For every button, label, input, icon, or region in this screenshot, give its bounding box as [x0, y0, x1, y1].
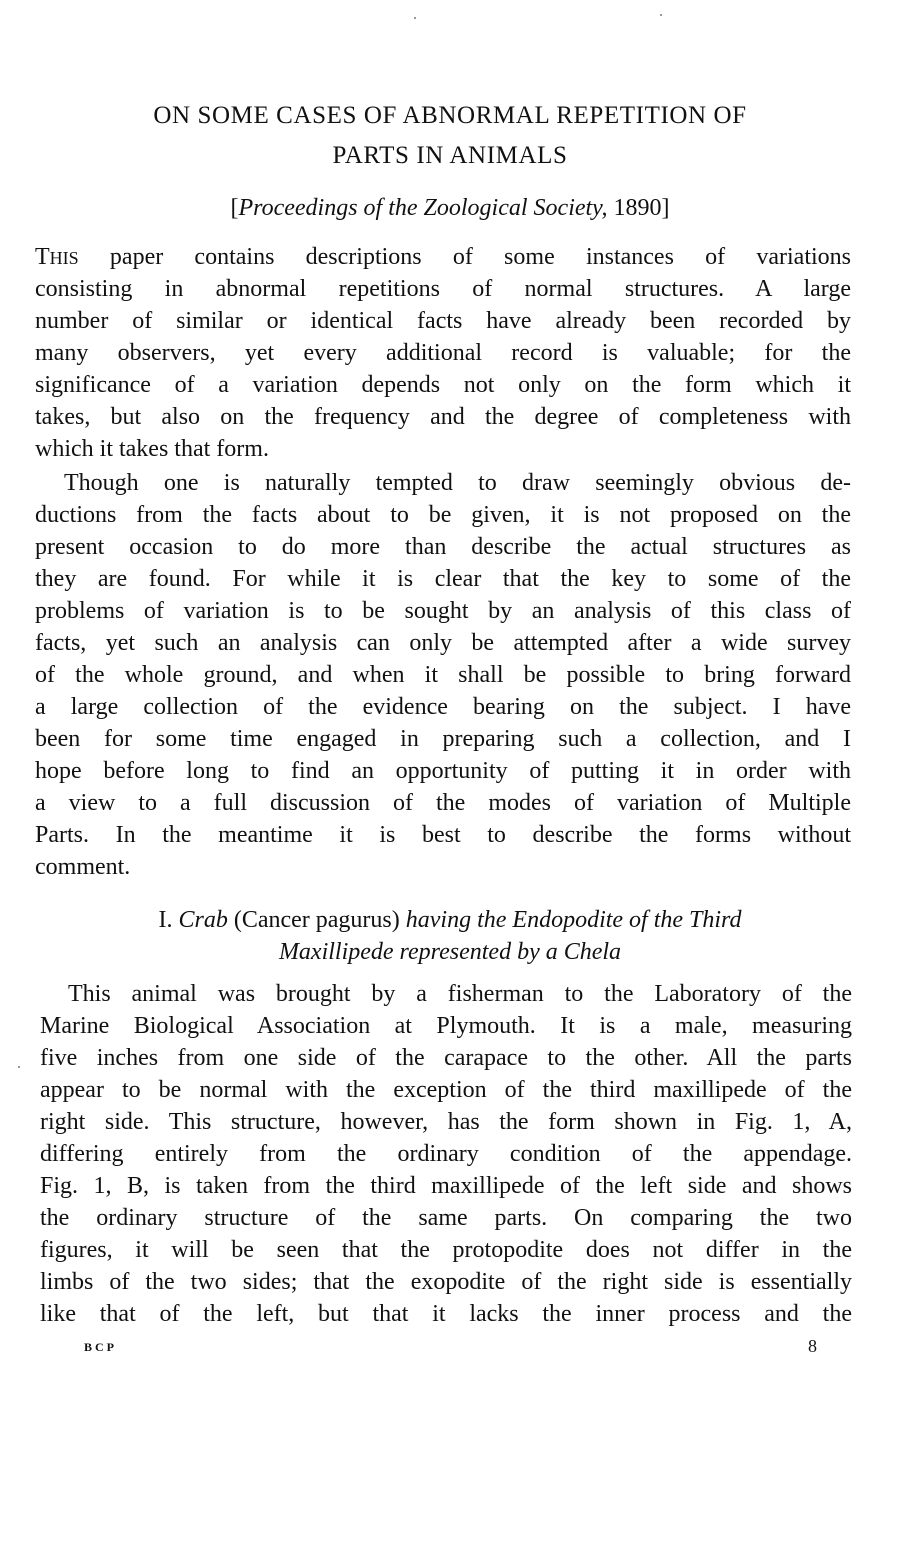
paragraph-2-line: facts, yet such an analysis can only be attempted after a wide survey	[35, 630, 851, 656]
section-1-line: limbs of the two sides; that the exopodite of the right side is essentially	[40, 1269, 852, 1295]
signature-mark: BCP	[84, 1340, 117, 1354]
source-open-bracket: [	[230, 195, 239, 221]
page-speck	[660, 14, 662, 16]
paragraph-2-line: hope before long to find an opportunity of putting it in order with	[35, 758, 851, 784]
section-1-line: right side. This structure, however, has the form shown in Fig. 1, A,	[40, 1109, 852, 1135]
section-1-line: the ordinary structure of the same parts. On comparing the two	[40, 1205, 852, 1231]
paragraph-1-line-1-text: paper contains descriptions of some instances of variations	[78, 244, 851, 270]
source-year: 1890]	[607, 195, 670, 221]
paragraph-1-line: takes, but also on the frequency and the degree of completeness with	[35, 404, 851, 430]
dropcap-small-caps: HIS	[49, 248, 79, 268]
section-1-line: differing entirely from the ordinary condition of the appendage.	[40, 1141, 852, 1167]
paragraph-2-line: a large collection of the evidence bearing on the subject. I have	[35, 694, 851, 720]
paragraph-2-line: a view to a full discussion of the modes of variation of Multiple	[35, 790, 851, 816]
section-1-line: Fig. 1, B, is taken from the third maxillipede of the left side and shows	[40, 1173, 852, 1199]
section-heading-line-2	[40, 936, 860, 968]
paragraph-2-line: ductions from the facts about to be given, it is not proposed on the	[35, 502, 851, 528]
section-number: I.	[158, 907, 179, 933]
paragraph-1-line	[35, 241, 851, 273]
paragraph-1-line: consisting in abnormal repetitions of normal structures. A large	[35, 276, 851, 302]
paragraph-1-line: number of similar or identical facts have already been recorded by	[35, 308, 851, 334]
section-heading-crab: Crab	[178, 907, 228, 933]
paragraph-1-line: which it takes that form.	[35, 436, 269, 462]
paragraph-2-line: comment.	[35, 854, 131, 880]
dropcap-first-letter: T	[35, 244, 50, 270]
paragraph-2-line: present occasion to do more than describe the actual structures as	[35, 534, 851, 560]
paragraph-2-line: Though one is naturally tempted to draw seemingly obvious de-	[64, 470, 851, 496]
section-1-line: figures, it will be seen that the protopodite does not differ in the	[40, 1237, 852, 1263]
signature-number: 8	[808, 1336, 817, 1356]
paragraph-2-line: of the whole ground, and when it shall be possible to bring forward	[35, 662, 851, 688]
section-heading-line-1	[40, 904, 860, 936]
section-heading-species: (Cancer pagurus)	[227, 907, 406, 933]
article-title-line-1: ON SOME CASES OF ABNORMAL REPETITION OF	[153, 102, 747, 129]
source-citation	[40, 192, 860, 224]
page-speck	[18, 1066, 20, 1068]
section-1-line: This animal was brought by a fisherman to the Laboratory of the	[68, 981, 852, 1007]
page-speck	[414, 17, 416, 19]
section-1-line: appear to be normal with the exception of the third maxillipede of the	[40, 1077, 852, 1103]
source-journal: Proceedings of the Zoological Society,	[238, 195, 608, 221]
article-title-line-2: PARTS IN ANIMALS	[332, 142, 568, 169]
paragraph-1-line: many observers, yet every additional record is valuable; for the	[35, 340, 851, 366]
paragraph-2-line: they are found. For while it is clear that the key to some of the	[35, 566, 851, 592]
section-1-line: like that of the left, but that it lacks the inner process and the	[40, 1301, 852, 1327]
paragraph-2-line: been for some time engaged in preparing such a collection, and I	[35, 726, 851, 752]
paragraph-2-line: problems of variation is to be sought by an analysis of this class of	[35, 598, 851, 624]
paragraph-2-line: Parts. In the meantime it is best to describe the forms without	[35, 822, 851, 848]
section-heading-rest: having the Endopodite of the Third	[405, 907, 742, 933]
section-1-line: Marine Biological Association at Plymouth. It is a male, measuring	[40, 1013, 852, 1039]
section-heading-line-2-text: Maxillipede represented by a Chela	[278, 939, 622, 965]
section-1-line: five inches from one side of the carapace to the other. All the parts	[40, 1045, 852, 1071]
paragraph-1-line: significance of a variation depends not only on the form which it	[35, 372, 851, 398]
